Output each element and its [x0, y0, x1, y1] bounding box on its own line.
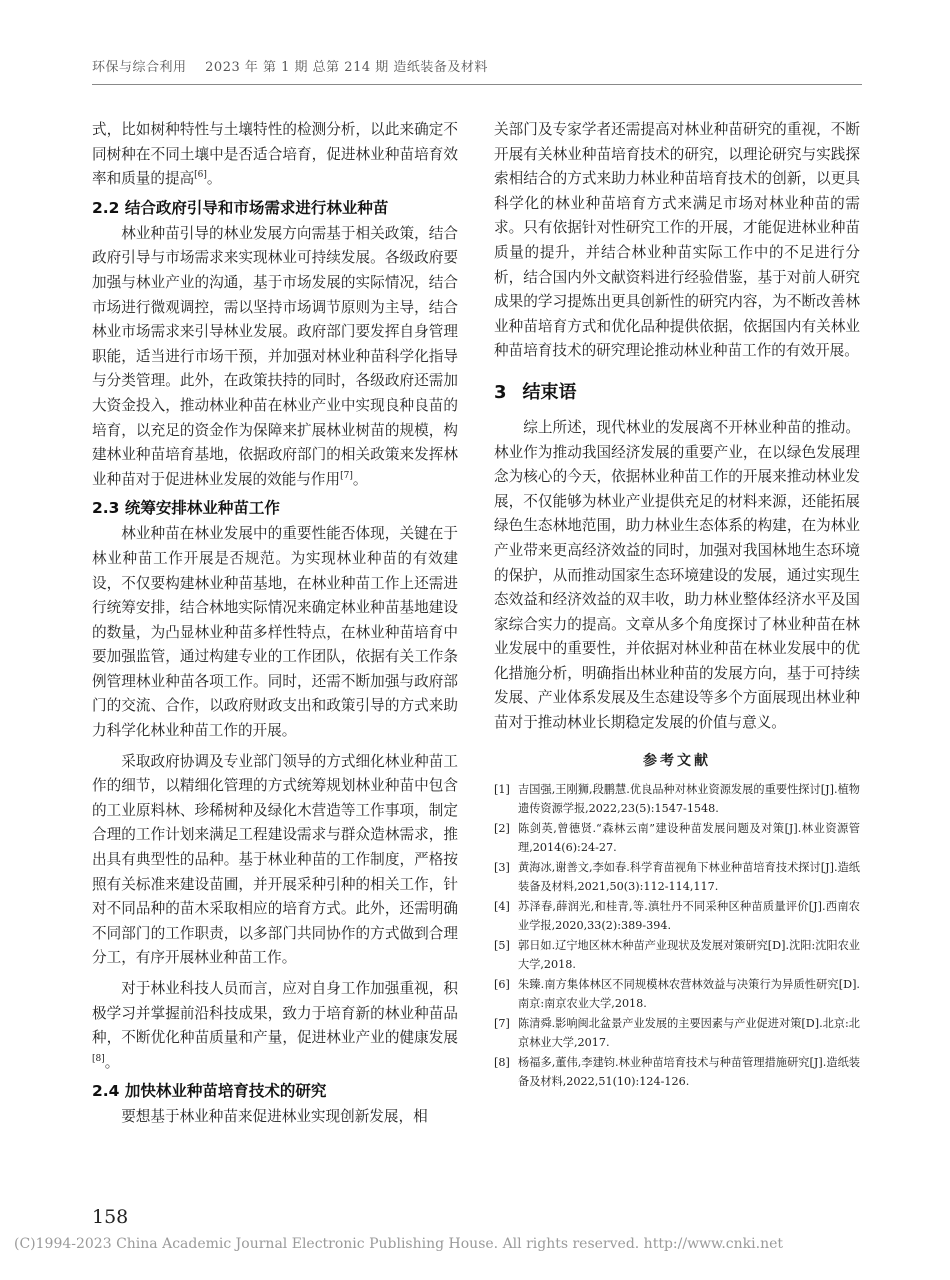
- section-title: 结束语: [522, 381, 577, 403]
- paragraph: 林业种苗在林业发展中的重要性能否体现，关键在于林业种苗工作开展是否规范。为实现林业种苗的有效建设，不仅要构建林业种苗基地，在林业种苗工作上还需进行统筹安排，结合林地实际情况来确定林业种苗基地建设的数量，为凸显林业种苗多样性特点，在林业种苗培育中要加强监管，通过构建专业的工作团队，依据有关工作条例管理林业种苗各项工作。同时，还需不断加强与政府部门的交流、合作，以政府财政支出和政策引导的方式来助力科学化林业种苗工作的开展。: [92, 525, 458, 740]
- reference-item: [3] 黄海冰,谢善文,李如春.科学育苗视角下林业种苗培育技术探讨[J].造纸装备及材料,2021,50(3):112-114,117.: [494, 860, 860, 893]
- reference-item: [7] 陈清舜.影响闽北盆景产业发展的主要因素与产业促进对策[D].北京:北京林业大学,2017.: [494, 1016, 860, 1049]
- paragraph: 要想基于林业种苗来促进林业实现创新发展，相: [121, 1108, 428, 1126]
- reference-list: [494, 780, 860, 1091]
- section-heading-2-2: 2.2 结合政府引导和市场需求进行林业种苗: [92, 198, 389, 217]
- citation[interactable]: [8]: [92, 1053, 105, 1064]
- page-number: 158: [92, 1206, 129, 1228]
- reference-item: [8] 杨福多,董伟,李建钧.林业种苗培育技术与种苗管理措施研究[J].造纸装备及材料,2022,51(10):124-126.: [494, 1055, 860, 1088]
- section-heading-2-4: 2.4 加快林业种苗培育技术的研究: [92, 1082, 327, 1101]
- reference-item: [4] 苏泽春,薛润光,和桂青,等.滇牡丹不同采种区种苗质量评价[J].西南农业学报,2020,33(2):389-394.: [494, 899, 860, 932]
- paragraph: 采取政府协调及专业部门领导的方式细化林业种苗工作的细节，以精细化管理的方式统筹规划林业种苗中包含的工业原料林、珍稀树种及绿化木营造等工作事项，制定合理的工作计划来满足工程建设需求与群众造林需求，推出具有典型性的品种。基于林业种苗的工作制度，严格按照有关标准来建设苗圃，并开展采种引种的相关工作，针对不同品种的苗木采取相应的培育方式。此外，还需明确不同部门的工作职责，以多部门共同协作的方式做到合理分工，有序开展林业种苗工作。: [92, 752, 458, 967]
- paragraph: 综上所述，现代林业的发展离不开林业种苗的推动。林业作为推动我国经济发展的重要产业，在以绿色发展理念为核心的今天，依据林业种苗工作的开展来推动林业发展，不仅能够为林业产业提供充足的材料来源，还能拓展绿色生态林地范围，助力林业生态体系的构建，在为林业产业带来更高经济效益的同时，加强对我国林地生态环境的保护，从而推动国家生态环境建设的发展，通过实现生态效益和经济效益的双丰收，助力林业整体经济水平及国家综合实力的提高。文章从多个角度探讨了林业种苗在林业发展中的重要性，并依据对林业种苗在林业发展中的优化措施分析，明确指出林业种苗的发展方向，基于可持续发展、产业体系发展及生态建设等多个方面展现出林业种苗对于推动林业长期稳定发展的价值与意义。: [494, 418, 860, 732]
- left-column: [92, 118, 458, 1130]
- header-rule: [92, 84, 862, 85]
- reference-item: [2] 陈剑英,曾德贤.“森林云南”建设种苗发展问题及对策[J].林业资源管理,2014(6):24-27.: [494, 821, 860, 854]
- section-heading-3: [494, 380, 860, 406]
- reference-item: [1] 吉国强,王刚狮,段鹏慧.优良品种对林业资源发展的重要性探讨[J].植物遗传资源学报,2022,23(5):1547-1548.: [494, 782, 860, 815]
- reference-item: [6] 朱臻.南方集体林区不同规模林农营林效益与决策行为异质性研究[D].南京:南京农业大学,2018.: [494, 977, 860, 1010]
- references-title: 参考文献: [643, 752, 711, 769]
- copyright-footer: (C)1994-2023 China Academic Journal Electronic Publishing House. All rights reserved. http://www.cnki.net: [14, 1236, 784, 1252]
- running-header: [92, 56, 862, 75]
- section-heading-2-3: 2.3 统筹安排林业种苗工作: [92, 499, 280, 518]
- right-column: [494, 118, 860, 1092]
- citation[interactable]: [6]: [194, 170, 207, 181]
- paragraph: 对于林业科技人员而言，应对自身工作加强重视，积极学习并掌握前沿科技成果，致力于培育新的林业种苗品种，不断优化种苗质量和产量，促进林业产业的健康发展[8]。: [92, 980, 458, 1071]
- issue-info: 2023 年 第 1 期 总第 214 期 造纸装备及材料: [205, 60, 488, 75]
- paragraph: 关部门及专家学者还需提高对林业种苗研究的重视，不断开展有关林业种苗培育技术的研究，以理论研究与实践探索相结合的方式来助力林业种苗培育技术的创新，以更具科学化的林业种苗培育方式来满足市场对林业种苗的需求。只有依据针对性研究工作的开展，才能促进林业种苗质量的提升，并结合林业种苗实际工作中的不足进行分析，结合国内外文献资料进行经验借鉴，基于对前人研究成果的学习提炼出更具创新性的研究内容，为不断改善林业种苗培育方式和优化品种提供依据，依据国内有关林业种苗培育技术的研究理论推动林业种苗工作的有效开展。: [494, 121, 860, 360]
- reference-item: [5] 郭日如.辽宁地区林木种苗产业现状及发展对策研究[D].沈阳:沈阳农业大学,2018.: [494, 938, 860, 971]
- paragraph: 林业种苗引导的林业发展方向需基于相关政策，结合政府引导与市场需求来实现林业可持续发展。各级政府要加强与林业产业的沟通，基于市场发展的实际情况，结合市场进行微观调控，需以坚持市场调节原则为主导，结合林业市场需求来引导林业发展。政府部门要发挥自身管理职能，适当进行市场干预，并加强对林业种苗科学化指导与分类管理。此外，在政策扶持的同时，各级政府还需加大资金投入，推动林业种苗在林业产业中实现良种良苗的培育，以充足的资金作为保障来扩展林业树苗的规模，构建林业种苗培育基地，依据政府部门的相关政策来发挥林业种苗对于促进林业发展的效能与作用[7]。: [92, 224, 458, 488]
- section-number: 3: [494, 381, 507, 403]
- paragraph: 式，比如树种特性与土壤特性的检测分析，以此来确定不同树种在不同土壤中是否适合培育，促进林业种苗培育效率和质量的提高[6]。: [92, 121, 458, 188]
- citation[interactable]: [7]: [340, 470, 353, 481]
- journal-section: 环保与综合利用: [92, 60, 187, 75]
